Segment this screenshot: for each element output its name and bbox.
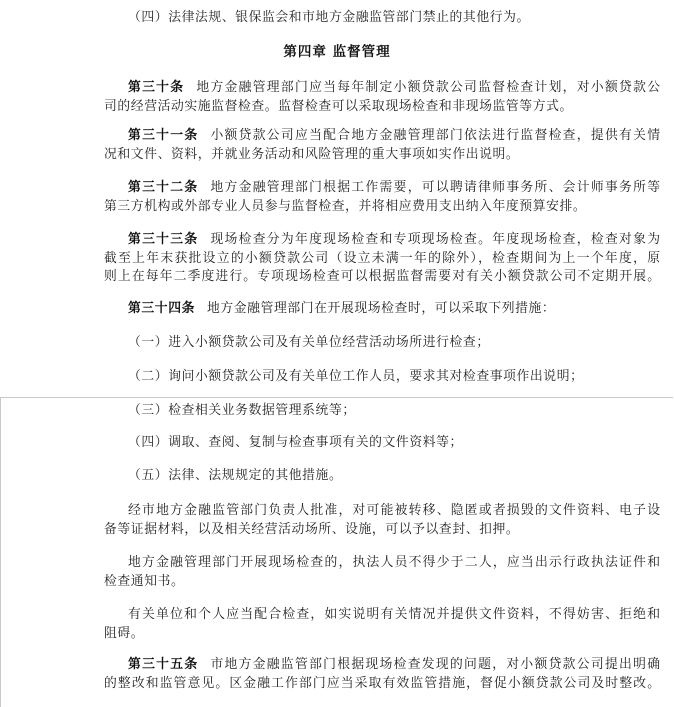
measure-item-4 <box>104 434 660 453</box>
article-line: 况和文件、资料，并就业务活动和风险管理的重大事项如实作出说明。 <box>104 146 520 162</box>
cooperation-paragraph <box>104 606 660 643</box>
measure-item-3 <box>104 402 660 421</box>
article-31 <box>104 127 660 164</box>
list-item: （五）法律、法规规定的其他措施。 <box>128 468 343 483</box>
article-label: 第三十二条 <box>128 180 199 195</box>
paragraph-line: 经市地方金融监管部门负责人批准，对可能被转移、隐匿或者损毁的文件资料、电子设 <box>128 503 660 518</box>
article-first-line <box>104 179 660 198</box>
measure-item-1 <box>104 334 660 353</box>
seizure-paragraph <box>104 502 660 539</box>
article-text: 地方金融管理部门在开展现场检查时，可以采取下列措施： <box>206 301 556 316</box>
article-line: 则上在每年二季度进行。专项现场检查可以根据监督需要对有关小额贷款公司不定期开展。 <box>104 269 660 285</box>
article-34 <box>104 300 660 319</box>
paragraph-line: 阻碍。 <box>104 625 145 641</box>
article-32 <box>104 179 660 216</box>
article-text: 市地方金融监管部门根据现场检查发现的问题，对小额贷款公司提出明确 <box>210 657 661 672</box>
paragraph-line: 地方金融管理部门开展现场检查的，执法人员不得少于二人，应当出示行政执法证件和 <box>128 555 660 570</box>
article-first-line <box>104 656 660 675</box>
article-line: 第三方机构或外部专业人员参与监督检查，并将相应费用支出纳入年度预算安排。 <box>104 198 587 214</box>
paragraph-line: 有关单位和个人应当配合检查，如实说明有关情况并提供文件资料，不得妨害、拒绝和 <box>128 607 660 622</box>
article-text: 地方金融管理部门根据工作需要，可以聘请律师事务所、会计师事务所等 <box>210 180 661 195</box>
list-item: （四）调取、查阅、复制与检查事项有关的文件资料等； <box>128 435 463 450</box>
list-item: （二）询问小额贷款公司及有关单位工作人员，要求其对检查事项作出说明； <box>128 369 584 384</box>
article-line: 司的经营活动实施监督检查。监督检查可以采取现场检查和非现场监管等方式。 <box>104 98 573 114</box>
article-33 <box>104 231 660 287</box>
article-label: 第三十三条 <box>128 232 199 247</box>
article-text: 现场检查分为年度现场检查和专项现场检查。年度现场检查，检查对象为 <box>210 232 661 247</box>
measure-item-2 <box>104 368 660 387</box>
article-30 <box>104 79 660 116</box>
article-label: 第三十一条 <box>128 128 199 143</box>
article-text: 地方金融管理部门应当每年制定小额贷款公司监督检查计划，对小额贷款公 <box>196 80 661 95</box>
list-item: （一）进入小额贷款公司及有关单位经营活动场所进行检查； <box>128 335 490 350</box>
paragraph-line: 备等证据材料，以及相关经营活动场所、设施，可以予以查封、扣押。 <box>104 521 520 537</box>
article-line: 截至上年末获批设立的小额贷款公司（设立未满一年的除外），检查期间为上一个年度，原 <box>104 250 660 266</box>
article-first-line <box>104 127 660 146</box>
paragraph-line: 检查通知书。 <box>104 573 185 589</box>
article-label: 第三十条 <box>128 80 185 95</box>
article-text: 小额贷款公司应当配合地方金融管理部门依法进行监督检查，提供有关情 <box>210 128 661 143</box>
item-text: （四）法律法规、银保监会和市地方金融监管部门禁止的其他行为。 <box>128 10 530 25</box>
inspector-paragraph <box>104 554 660 591</box>
article-first-line <box>104 300 660 319</box>
article-first-line <box>104 231 660 250</box>
article-label: 第三十五条 <box>128 657 199 672</box>
measure-item-5 <box>104 467 660 486</box>
article-first-line <box>104 79 660 98</box>
article-35 <box>104 656 660 693</box>
list-item: （三）检查相关业务数据管理系统等； <box>128 403 356 418</box>
article-line: 的整改和监管意见。区金融工作部门应当采取有效监管措施，督促小额贷款公司及时整改。 <box>104 675 660 691</box>
chapter-title: 第四章 监督管理 <box>283 44 391 60</box>
prohibited-acts-item-4 <box>104 9 660 28</box>
article-label: 第三十四条 <box>128 301 195 316</box>
